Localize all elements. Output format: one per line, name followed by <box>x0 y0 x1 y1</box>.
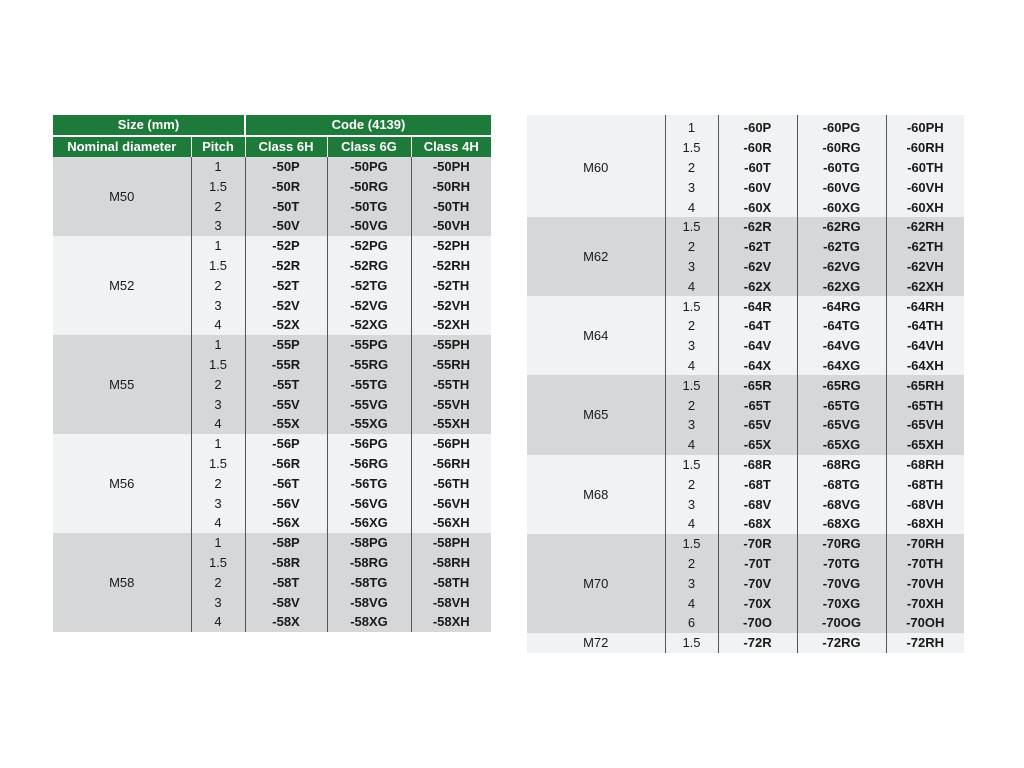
pitch-cell: 2 <box>191 473 245 493</box>
pitch-cell: 3 <box>665 415 718 435</box>
pitch-cell: 1.5 <box>665 217 718 237</box>
class-6g-code: -70VG <box>797 573 886 593</box>
pitch-cell: 1.5 <box>191 256 245 276</box>
class-4h-code: -65TH <box>886 395 964 415</box>
pitch-cell: 3 <box>191 394 245 414</box>
class-6h-code: -55V <box>245 394 327 414</box>
class-4h-code: -55RH <box>411 355 491 375</box>
left-code-table <box>53 115 491 632</box>
code-header: Code (4139) <box>245 115 491 136</box>
class-6h-code: -64R <box>718 296 797 316</box>
table-row <box>53 236 491 256</box>
pitch-cell: 4 <box>191 315 245 335</box>
class-6g-code: -62XG <box>797 276 886 296</box>
table-row <box>53 434 491 454</box>
pitch-cell: 3 <box>191 216 245 236</box>
class-4h-code: -70VH <box>886 573 964 593</box>
class-6g-code: -58XG <box>327 612 411 632</box>
class-4h-code: -65RH <box>886 375 964 395</box>
class-6h-code: -52X <box>245 315 327 335</box>
pitch-cell: 1.5 <box>665 138 718 158</box>
class-6h-code: -62V <box>718 257 797 277</box>
pitch-cell: 2 <box>191 572 245 592</box>
class-6g-code: -52XG <box>327 315 411 335</box>
class-4h-code: -56VH <box>411 493 491 513</box>
class-6g-code: -64TG <box>797 316 886 336</box>
class-6g-code: -55VG <box>327 394 411 414</box>
class-6g-code: -60XG <box>797 197 886 217</box>
class-4h-code: -58VH <box>411 592 491 612</box>
class-6h-code: -50V <box>245 216 327 236</box>
pitch-cell: 4 <box>665 276 718 296</box>
class-6h-code: -70V <box>718 573 797 593</box>
pitch-cell: 3 <box>665 177 718 197</box>
pitch-cell: 1.5 <box>665 633 718 653</box>
class-4h-code: -64TH <box>886 316 964 336</box>
class-6h-code: -68T <box>718 474 797 494</box>
class-4h-code: -65XH <box>886 435 964 455</box>
pitch-cell: 2 <box>191 196 245 216</box>
pitch-cell: 3 <box>665 494 718 514</box>
pitch-cell: 4 <box>665 197 718 217</box>
class-6g-code: -52VG <box>327 295 411 315</box>
class-4h-code: -65VH <box>886 415 964 435</box>
nominal-diameter-header: Nominal diameter <box>53 136 191 157</box>
class-4h-code: -56PH <box>411 434 491 454</box>
class-4h-code: -58XH <box>411 612 491 632</box>
pitch-cell: 1 <box>191 434 245 454</box>
class-6g-code: -70XG <box>797 593 886 613</box>
nominal-diameter-cell: M50 <box>53 157 191 236</box>
class-6h-code: -60X <box>718 197 797 217</box>
class-6h-code: -64V <box>718 336 797 356</box>
class-6h-code: -62R <box>718 217 797 237</box>
class-6g-code: -55PG <box>327 335 411 355</box>
class-4h-code: -72RH <box>886 633 964 653</box>
pitch-cell: 1.5 <box>665 375 718 395</box>
pitch-cell: 3 <box>665 336 718 356</box>
pitch-cell: 1.5 <box>665 296 718 316</box>
table-row <box>527 217 964 237</box>
class-6h-code: -60V <box>718 177 797 197</box>
pitch-cell: 4 <box>665 356 718 376</box>
class-6h-code: -52T <box>245 275 327 295</box>
class-4h-code: -60TH <box>886 158 964 178</box>
pitch-cell: 4 <box>191 414 245 434</box>
class-6g-code: -56PG <box>327 434 411 454</box>
pitch-cell: 2 <box>665 395 718 415</box>
nominal-diameter-cell: M64 <box>527 296 665 375</box>
class-4h-header: Class 4H <box>411 136 491 157</box>
class-4h-code: -70XH <box>886 593 964 613</box>
pitch-cell: 1.5 <box>191 553 245 573</box>
class-4h-code: -52TH <box>411 275 491 295</box>
pitch-cell: 3 <box>191 295 245 315</box>
class-6g-code: -55XG <box>327 414 411 434</box>
class-6g-code: -50TG <box>327 196 411 216</box>
class-6g-code: -64RG <box>797 296 886 316</box>
pitch-cell: 4 <box>191 513 245 533</box>
class-4h-code: -60RH <box>886 138 964 158</box>
class-6g-code: -52PG <box>327 236 411 256</box>
class-6g-code: -56VG <box>327 493 411 513</box>
table-row <box>53 335 491 355</box>
class-6g-code: -68XG <box>797 514 886 534</box>
class-6h-code: -58P <box>245 533 327 553</box>
pitch-cell: 2 <box>665 316 718 336</box>
class-4h-code: -68TH <box>886 474 964 494</box>
class-6g-code: -65TG <box>797 395 886 415</box>
class-6h-code: -60P <box>718 118 797 138</box>
table-row <box>527 455 964 475</box>
class-6h-code: -70R <box>718 534 797 554</box>
class-6g-code: -55TG <box>327 374 411 394</box>
class-4h-code: -50RH <box>411 176 491 196</box>
class-6h-code: -55X <box>245 414 327 434</box>
class-6h-code: -58R <box>245 553 327 573</box>
class-6h-code: -55T <box>245 374 327 394</box>
class-6h-code: -72R <box>718 633 797 653</box>
nominal-diameter-cell: M72 <box>527 633 665 653</box>
class-6g-code: -56TG <box>327 473 411 493</box>
class-6h-code: -65T <box>718 395 797 415</box>
class-4h-code: -56TH <box>411 473 491 493</box>
class-6h-code: -62X <box>718 276 797 296</box>
pitch-cell: 4 <box>665 593 718 613</box>
pitch-cell: 1 <box>191 157 245 177</box>
class-6g-code: -58PG <box>327 533 411 553</box>
class-4h-code: -62TH <box>886 237 964 257</box>
class-4h-code: -70TH <box>886 554 964 574</box>
class-4h-code: -70RH <box>886 534 964 554</box>
right-code-table <box>527 115 964 653</box>
left-table-body <box>53 157 491 632</box>
pitch-cell: 1.5 <box>191 176 245 196</box>
pitch-cell: 2 <box>665 237 718 257</box>
class-6h-code: -50P <box>245 157 327 177</box>
pitch-cell: 1.5 <box>191 355 245 375</box>
pitch-cell: 3 <box>665 573 718 593</box>
class-6g-code: -65RG <box>797 375 886 395</box>
class-4h-code: -62XH <box>886 276 964 296</box>
class-6h-code: -58T <box>245 572 327 592</box>
class-6h-code: -64X <box>718 356 797 376</box>
class-6g-code: -52TG <box>327 275 411 295</box>
nominal-diameter-cell: M56 <box>53 434 191 533</box>
class-6g-code: -60TG <box>797 158 886 178</box>
class-6h-code: -60T <box>718 158 797 178</box>
header-row-1 <box>53 115 491 136</box>
class-4h-code: -52VH <box>411 295 491 315</box>
class-6h-code: -65R <box>718 375 797 395</box>
class-6g-code: -56RG <box>327 454 411 474</box>
class-6g-code: -50RG <box>327 176 411 196</box>
pitch-cell: 1 <box>665 118 718 138</box>
header-row-2 <box>53 136 491 157</box>
class-4h-code: -58RH <box>411 553 491 573</box>
class-4h-code: -60PH <box>886 118 964 138</box>
class-6g-code: -64VG <box>797 336 886 356</box>
class-6g-code: -72RG <box>797 633 886 653</box>
table-row <box>53 533 491 553</box>
class-4h-code: -50TH <box>411 196 491 216</box>
pitch-cell: 2 <box>665 474 718 494</box>
class-6h-code: -68R <box>718 455 797 475</box>
class-4h-code: -55TH <box>411 374 491 394</box>
class-6h-code: -56X <box>245 513 327 533</box>
class-6g-code: -68TG <box>797 474 886 494</box>
class-4h-code: -68VH <box>886 494 964 514</box>
class-4h-code: -60VH <box>886 177 964 197</box>
nominal-diameter-cell: M58 <box>53 533 191 632</box>
class-4h-code: -56RH <box>411 454 491 474</box>
class-6h-code: -52P <box>245 236 327 256</box>
class-6h-code: -70T <box>718 554 797 574</box>
class-6g-code: -62VG <box>797 257 886 277</box>
class-6h-code: -58X <box>245 612 327 632</box>
class-4h-code: -64XH <box>886 356 964 376</box>
class-4h-code: -64VH <box>886 336 964 356</box>
pitch-cell: 2 <box>191 374 245 394</box>
pitch-cell: 1.5 <box>191 454 245 474</box>
right-table-body <box>527 115 964 653</box>
class-6g-code: -68RG <box>797 455 886 475</box>
class-4h-code: -68XH <box>886 514 964 534</box>
nominal-diameter-cell: M55 <box>53 335 191 434</box>
class-6h-code: -68V <box>718 494 797 514</box>
pitch-cell: 2 <box>665 554 718 574</box>
nominal-diameter-cell: M65 <box>527 375 665 454</box>
class-6h-code: -56P <box>245 434 327 454</box>
class-6g-code: -70RG <box>797 534 886 554</box>
pitch-cell: 4 <box>191 612 245 632</box>
class-4h-code: -52XH <box>411 315 491 335</box>
pitch-cell: 4 <box>665 435 718 455</box>
class-6g-code: -60RG <box>797 138 886 158</box>
pitch-cell: 3 <box>665 257 718 277</box>
class-6g-code: -52RG <box>327 256 411 276</box>
pitch-cell: 3 <box>191 592 245 612</box>
class-6g-code: -60VG <box>797 177 886 197</box>
class-4h-code: -62VH <box>886 257 964 277</box>
pitch-cell: 1 <box>191 533 245 553</box>
pitch-header: Pitch <box>191 136 245 157</box>
class-6h-code: -50R <box>245 176 327 196</box>
class-6g-code: -55RG <box>327 355 411 375</box>
class-6h-code: -58V <box>245 592 327 612</box>
class-6h-code: -62T <box>718 237 797 257</box>
class-6g-code: -65VG <box>797 415 886 435</box>
class-6h-code: -50T <box>245 196 327 216</box>
class-4h-code: -52PH <box>411 236 491 256</box>
class-6g-code: -64XG <box>797 356 886 376</box>
class-4h-code: -64RH <box>886 296 964 316</box>
class-4h-code: -68RH <box>886 455 964 475</box>
class-6h-code: -56V <box>245 493 327 513</box>
class-6g-code: -68VG <box>797 494 886 514</box>
table-row <box>527 633 964 653</box>
class-4h-code: -50VH <box>411 216 491 236</box>
class-6h-code: -70O <box>718 613 797 633</box>
class-6h-header: Class 6H <box>245 136 327 157</box>
class-6h-code: -52V <box>245 295 327 315</box>
class-6h-code: -70X <box>718 593 797 613</box>
class-6h-code: -56R <box>245 454 327 474</box>
table-row <box>527 534 964 554</box>
class-4h-code: -52RH <box>411 256 491 276</box>
class-4h-code: -70OH <box>886 613 964 633</box>
pitch-cell: 1 <box>191 335 245 355</box>
pitch-cell: 1 <box>191 236 245 256</box>
class-6g-code: -60PG <box>797 118 886 138</box>
nominal-diameter-cell: M62 <box>527 217 665 296</box>
class-6g-code: -58VG <box>327 592 411 612</box>
pitch-cell: 3 <box>191 493 245 513</box>
class-6g-code: -70OG <box>797 613 886 633</box>
class-4h-code: -58TH <box>411 572 491 592</box>
class-4h-code: -55PH <box>411 335 491 355</box>
nominal-diameter-cell: M68 <box>527 455 665 534</box>
class-6h-code: -60R <box>718 138 797 158</box>
pitch-cell: 4 <box>665 514 718 534</box>
class-6h-code: -55P <box>245 335 327 355</box>
table-row <box>53 157 491 177</box>
class-6g-code: -62RG <box>797 217 886 237</box>
class-4h-code: -62RH <box>886 217 964 237</box>
pitch-cell: 2 <box>665 158 718 178</box>
class-6h-code: -65V <box>718 415 797 435</box>
table-row <box>527 296 964 316</box>
class-6h-code: -55R <box>245 355 327 375</box>
pitch-cell: 6 <box>665 613 718 633</box>
class-4h-code: -55XH <box>411 414 491 434</box>
class-6h-code: -68X <box>718 514 797 534</box>
pitch-cell: 2 <box>191 275 245 295</box>
nominal-diameter-cell: M60 <box>527 118 665 217</box>
class-6h-code: -64T <box>718 316 797 336</box>
class-6h-code: -52R <box>245 256 327 276</box>
class-4h-code: -55VH <box>411 394 491 414</box>
class-6g-header: Class 6G <box>327 136 411 157</box>
class-4h-code: -56XH <box>411 513 491 533</box>
class-6h-code: -56T <box>245 473 327 493</box>
nominal-diameter-cell: M52 <box>53 236 191 335</box>
class-6g-code: -58TG <box>327 572 411 592</box>
class-6g-code: -58RG <box>327 553 411 573</box>
pitch-cell: 1.5 <box>665 455 718 475</box>
table-row <box>527 118 964 138</box>
class-6g-code: -65XG <box>797 435 886 455</box>
size-mm-header: Size (mm) <box>53 115 245 136</box>
class-4h-code: -58PH <box>411 533 491 553</box>
table-row <box>527 375 964 395</box>
class-6g-code: -50PG <box>327 157 411 177</box>
class-6g-code: -62TG <box>797 237 886 257</box>
class-4h-code: -60XH <box>886 197 964 217</box>
class-6g-code: -50VG <box>327 216 411 236</box>
class-6h-code: -65X <box>718 435 797 455</box>
class-6g-code: -70TG <box>797 554 886 574</box>
class-4h-code: -50PH <box>411 157 491 177</box>
nominal-diameter-cell: M70 <box>527 534 665 633</box>
pitch-cell: 1.5 <box>665 534 718 554</box>
class-6g-code: -56XG <box>327 513 411 533</box>
